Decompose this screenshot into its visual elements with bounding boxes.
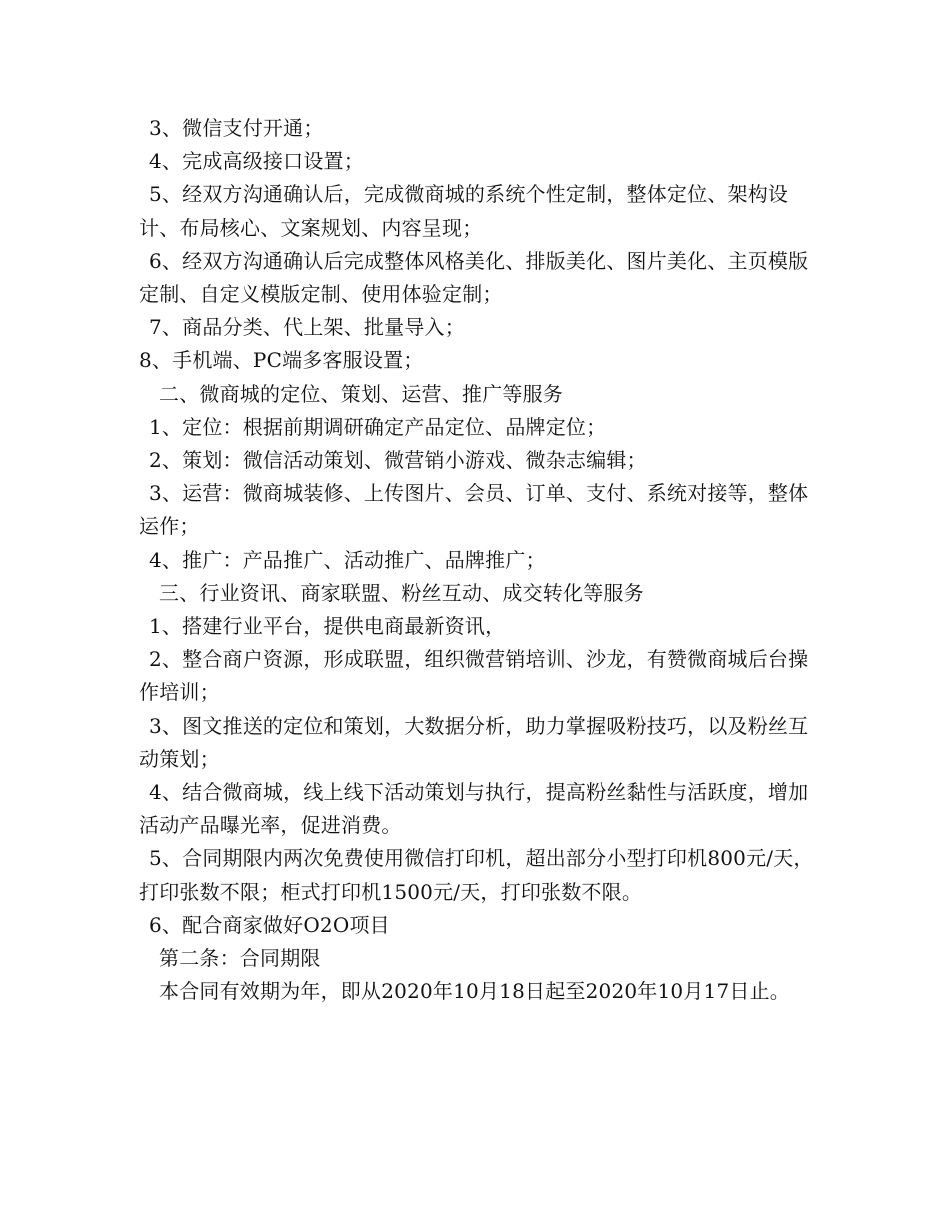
body-paragraph: 本合同有效期为年，即从2020年10月18日起至2020年10月17日止。: [159, 979, 790, 1004]
list-item: 5、合同期限内两次免费使用微信打印机，超出部分小型打印机800元/天，打印张数不限；柜式打印机1500元/天，打印张数不限。: [139, 846, 814, 904]
list-item: 2、整合商户资源，形成联盟，组织微营销培训、沙龙，有赞微商城后台操作培训；: [139, 647, 809, 705]
document-body: [139, 112, 819, 1008]
section-heading: 三、行业资讯、商家联盟、粉丝互动、成交转化等服务: [159, 580, 644, 605]
list-item: 3、图文推送的定位和策划，大数据分析，助力掌握吸粉技巧，以及粉丝互动策划；: [139, 713, 809, 771]
list-item: 4、结合微商城，线上线下活动策划与执行，提高粉丝黏性与活跃度，增加活动产品曝光率，促进消费。: [139, 780, 809, 838]
list-item: 1、搭建行业平台，提供电商最新资讯，: [149, 614, 506, 639]
article-heading: 第二条：合同期限: [159, 946, 321, 971]
list-item: 3、运营：微商城装修、上传图片、会员、订单、支付、系统对接等，整体运作；: [139, 481, 809, 539]
list-item: 8、手机端、PC端多客服设置；: [139, 348, 424, 373]
list-item: 6、配合商家做好O2O项目: [149, 912, 390, 937]
list-item: 5、经双方沟通确认后，完成微商城的系统个性定制，整体定位、架构设计、布局核心、文案规划、内容呈现；: [139, 182, 789, 240]
list-item: 7、商品分类、代上架、批量导入；: [149, 315, 465, 340]
list-item: 4、完成高级接口设置；: [149, 149, 364, 174]
list-item: 3、微信支付开通；: [149, 116, 324, 140]
section-heading: 二、微商城的定位、策划、运营、推广等服务: [159, 381, 563, 406]
list-item: 2、策划：微信活动策划、微营销小游戏、微杂志编辑；: [149, 448, 647, 473]
list-item: 1、定位：根据前期调研确定产品定位、品牌定位；: [149, 414, 607, 439]
list-item: 4、推广：产品推广、活动推广、品牌推广；: [149, 547, 546, 572]
list-item: 6、经双方沟通确认后完成整体风格美化、排版美化、图片美化、主页模版定制、自定义模版定制、使用体验定制；: [139, 248, 809, 307]
